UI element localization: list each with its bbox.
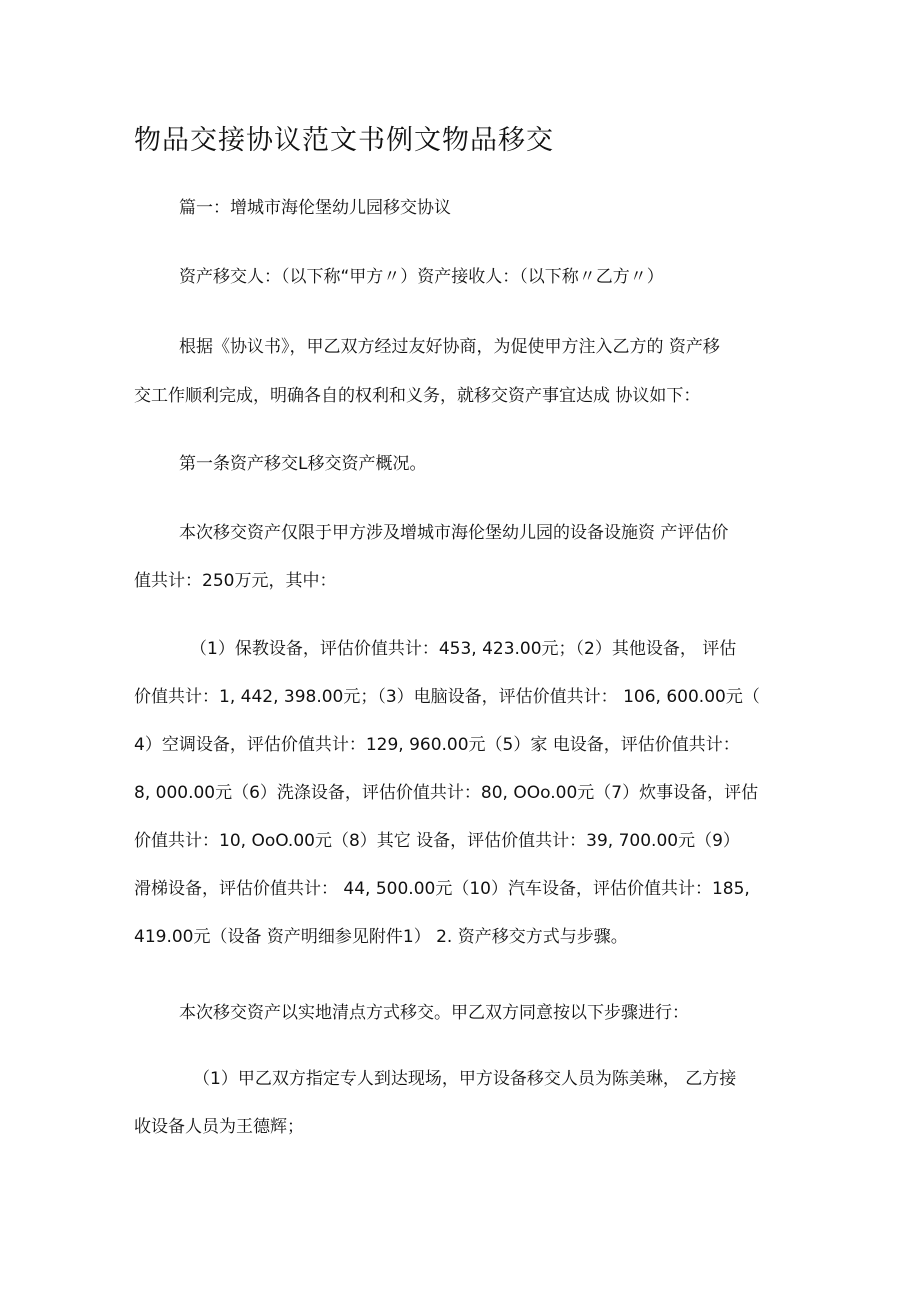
- paragraph-line: 本次移交资产仅限于甲方涉及增城市海伦堡幼儿园的设备设施资 产评估价: [179, 523, 729, 543]
- paragraph-line: 4）空调设备，评估价值共计：129, 960.00元（5）家 电设备，评估价值共计：: [134, 735, 740, 755]
- paragraph-line: 价值共计：10, OoO.00元（8）其它 设备，评估价值共计：39, 700.00元（9）: [134, 831, 740, 851]
- paragraph-line: 本次移交资产以实地清点方式移交。甲乙双方同意按以下步骤进行：: [179, 1003, 689, 1023]
- paragraph-line: 8, 000.00元（6）洗涤设备，评估价值共计：80, OOo.00元（7）炊事设备，评估: [134, 783, 759, 803]
- paragraph-line: 419.00元（设备 资产明细参见附件1） 2. 资产移交方式与步骤。: [134, 927, 628, 947]
- paragraph-line: 收设备人员为王德辉；: [134, 1117, 304, 1137]
- paragraph-line: 根据《协议书》，甲乙双方经过友好协商，为促使甲方注入乙方的 资产移: [179, 337, 720, 357]
- paragraph-line: 交工作顺利完成，明确各自的权利和义务，就移交资产事宜达成 协议如下：: [134, 386, 701, 406]
- paragraph-line: 价值共计：1, 442, 398.00元；（3）电脑设备，评估价值共计： 106, 600.00元（: [134, 687, 760, 707]
- parties-line: 资产移交人：（以下称“甲方〃）资产接收人：（以下称〃乙方〃）: [179, 267, 664, 287]
- section-heading: 篇一：增城市海伦堡幼儿园移交协议: [179, 198, 451, 218]
- paragraph-line: （1）保教设备，评估价值共计：453, 423.00元；（2）其他设备， 评估: [190, 639, 737, 659]
- paragraph-line: 滑梯设备，评估价值共计： 44, 500.00元（10）汽车设备，评估价值共计：185,: [134, 879, 750, 899]
- paragraph-line: （1）甲乙双方指定专人到达现场，甲方设备移交人员为陈美琳， 乙方接: [193, 1069, 737, 1089]
- article-heading: 第一条资产移交L移交资产概况。: [179, 454, 427, 474]
- document-title: 物品交接协议范文书例文物品移交: [134, 125, 554, 156]
- paragraph-line: 值共计：250万元，其中：: [134, 571, 337, 591]
